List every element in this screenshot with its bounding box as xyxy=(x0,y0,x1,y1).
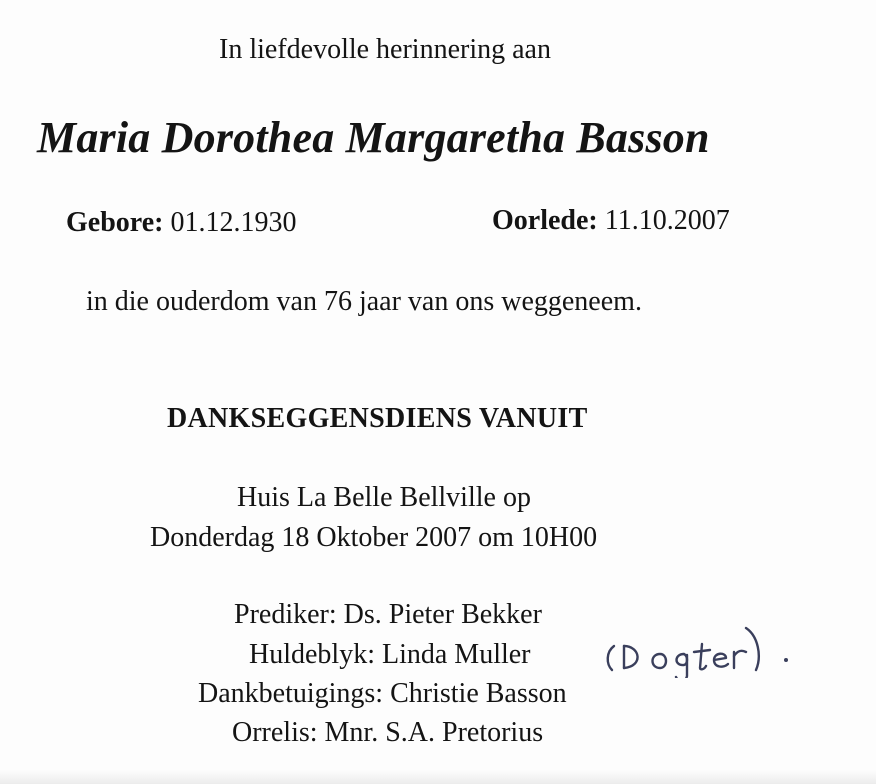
participant-thanks: Dankbetuigings: Christie Basson xyxy=(198,678,567,709)
birth-date-line xyxy=(66,207,296,239)
scan-bottom-edge xyxy=(0,770,876,784)
service-date: Donderdag 18 Oktober 2007 om 10H00 xyxy=(150,522,598,553)
participant-organist: Orrelis: Mnr. S.A. Pretorius xyxy=(232,717,544,748)
participant-preacher: Prediker: Ds. Pieter Bekker xyxy=(234,599,542,630)
death-date-line xyxy=(492,205,730,237)
age-line: in die ouderdom van 76 jaar van ons weggeneem. xyxy=(86,286,642,317)
intro-line: In liefdevolle herinnering aan xyxy=(219,34,551,65)
deceased-name: Maria Dorothea Margaretha Basson xyxy=(37,113,710,162)
died-date: 11.10.2007 xyxy=(604,205,730,236)
died-label: Oorlede: xyxy=(492,205,598,236)
handwritten-note xyxy=(600,608,810,678)
participant-tribute: Huldeblyk: Linda Muller xyxy=(249,639,531,670)
born-date: 01.12.1930 xyxy=(170,207,297,238)
service-venue: Huis La Belle Bellville op xyxy=(237,482,531,513)
service-heading: DANKSEGGENSDIENS VANUIT xyxy=(167,403,588,434)
born-label: Gebore: xyxy=(66,207,164,238)
